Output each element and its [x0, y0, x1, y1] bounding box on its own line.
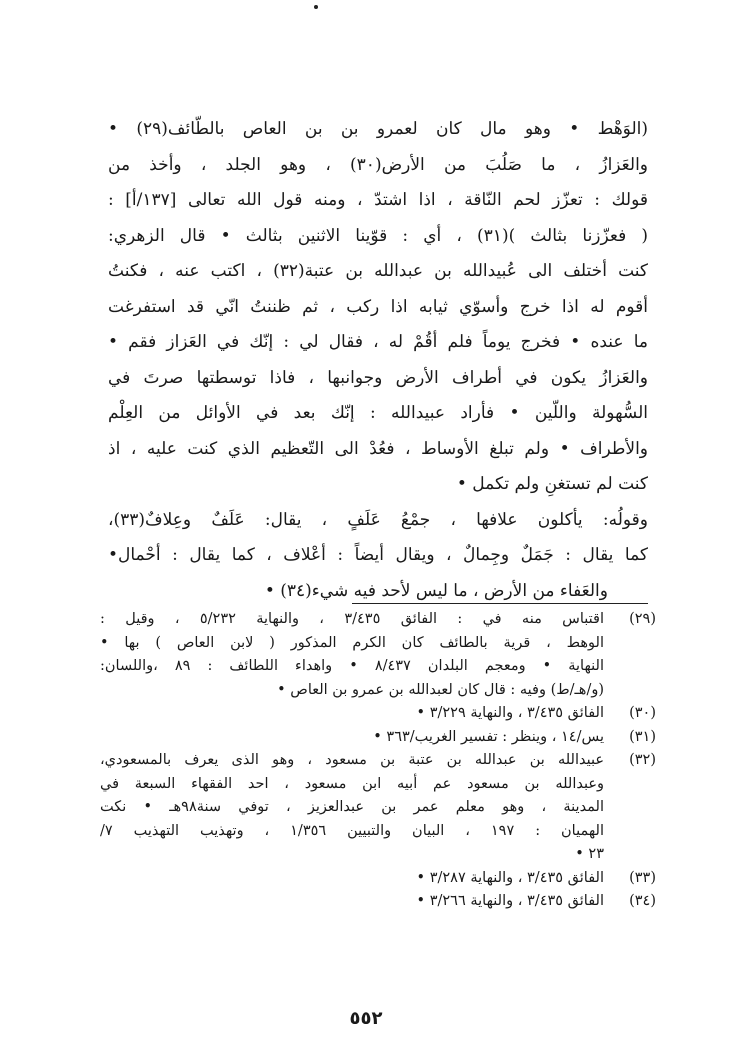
footnote-line: اقتباس منه في : الفائق ٣/٤٣٥ ، والنهاية ٥/٢٣٢ ، وقيل : [100, 611, 604, 627]
footnote-body [100, 726, 604, 750]
text-line: والعَفاء من الأرض ، ما ليس لأحد فيه شيء(٣٤) • [264, 580, 608, 601]
footnote-divider [352, 603, 648, 604]
footnote-number: (٣٤) [629, 893, 656, 909]
footnote-line: المدينة ، وهو معلم عمر بن عبدالعزيز ، توفي سنة٩٨هـ • نكت [100, 799, 604, 815]
footnote-line: (و/هـ/ط) وفيه : قال كان لعبدالله بن عمرو بن العاص • [277, 681, 604, 698]
page-number: ٥٥٢ [349, 1008, 383, 1029]
text-line: والعَزازُ يكون في أطراف الأرض وجوانبها ، فاذا توسطتها صرتَ في [108, 367, 648, 388]
footnote-body [100, 749, 604, 867]
text-line: والأطراف • ولم تبلغ الأوساط ، فعُدْ الى التّعظيم الذي كنت عليه ، اذ [108, 438, 648, 459]
footnote-33 [100, 867, 656, 891]
footnote-29 [100, 608, 656, 702]
footnote-number: (٣٣) [629, 869, 656, 886]
footnote-number: (٣٢) [629, 752, 656, 768]
text-line: كما يقال : جَمَلٌ وجِمالٌ ، ويقال أيضاً : أعْلاف ، كما يقال : أحْمال• [108, 545, 648, 565]
footnote-line: الهميان : ١٩٧ ، البيان والتبيين ١/٣٥٦ ، وتهذيب التهذيب ٧/ [100, 822, 604, 839]
footnote-body [100, 608, 604, 702]
footnote-line: ٢٣ • [575, 846, 604, 862]
text-line: والعَزازُ ، ما صَلُبَ من الأرض(٣٠) ، وهو الجلد ، وأخذ من [108, 154, 648, 175]
footnote-line: الفائق ٣/٤٣٥ ، والنهاية ٣/٢٦٦ • [416, 893, 604, 909]
footnote-number: (٣٠) [629, 705, 656, 721]
footnote-line: وعبدالله بن مسعود عم أبيه ابن مسعود ، احد الفقهاء السبعة في [100, 775, 604, 792]
text-line: السُّهولة واللّين • فأراد عبيدالله : إنّك بعد في الأوائل من العِلْم [108, 403, 648, 423]
text-line: كنت أختلف الى عُبيدالله بن عبدالله بن عتبة(٣٢) ، اكتب عنه ، فكنتُ [108, 261, 648, 281]
text-line: قولك : تعزّز لحم النّاقة ، اذا اشتدّ ، ومنه قول الله تعالى [١٣٧/أ] : [108, 190, 648, 210]
footnote-30 [100, 702, 656, 726]
text-line: أقوم له اذا خرج وأسوّي ثيابه اذا ركب ، ثم ظننتُ انّي قد استفرغت [108, 296, 648, 317]
footnotes [100, 608, 656, 914]
footnote-34 [100, 890, 656, 914]
main-text [108, 112, 648, 609]
footnote-body [100, 702, 604, 726]
footnote-number: (٢٩) [629, 611, 656, 627]
top-dot-mark [314, 5, 318, 9]
footnote-line: يس/١٤ ، وينظر : تفسير الغريب/٣٦٣ • [373, 728, 604, 745]
footnote-body [100, 890, 604, 914]
text-line: (الوَهْط • وهو مال كان لعمرو بن بن العاص بالطّائف(٢٩) • [108, 119, 648, 139]
footnote-line: الوهط ، قرية بالطائف كان الكرم المذكور ( لابن العاص ) بها • [100, 634, 604, 651]
text-line: ما عنده • فخرج يوماً فلم أقُمْ له ، فقال لي : إنّك في العَزاز فقم • [108, 332, 648, 352]
footnote-number: (٣١) [629, 728, 656, 745]
footnote-line: النهاية • ومعجم البلدان ٨/٤٣٧ • واهداء اللطائف : ٨٩ ،واللسان: [100, 658, 604, 674]
footnote-line: الفائق ٣/٤٣٥ ، والنهاية ٣/٢٨٧ • [416, 869, 604, 886]
text-line: ( فعزّزنا بثالث )(٣١) ، أي : قوّينا الاثنين بثالث • قال الزهري: [108, 225, 648, 246]
footnote-body [100, 867, 604, 891]
text-line: وقولُه: يأكلون علافها ، جمْعُ عَلَفٍ ، يقال: عَلَفٌ وعِلافٌ(٣٣)، [108, 509, 648, 530]
footnote-31 [100, 726, 656, 750]
footnote-line: الفائق ٣/٤٣٥ ، والنهاية ٣/٢٢٩ • [416, 705, 604, 721]
footnote-32 [100, 749, 656, 867]
footnote-line: عبيدالله بن عبدالله بن عتبة بن مسعود ، وهو الذى يعرف بالمسعودي، [100, 752, 604, 768]
text-line: كنت لم تستغنِ ولم تكمل • [456, 474, 648, 494]
